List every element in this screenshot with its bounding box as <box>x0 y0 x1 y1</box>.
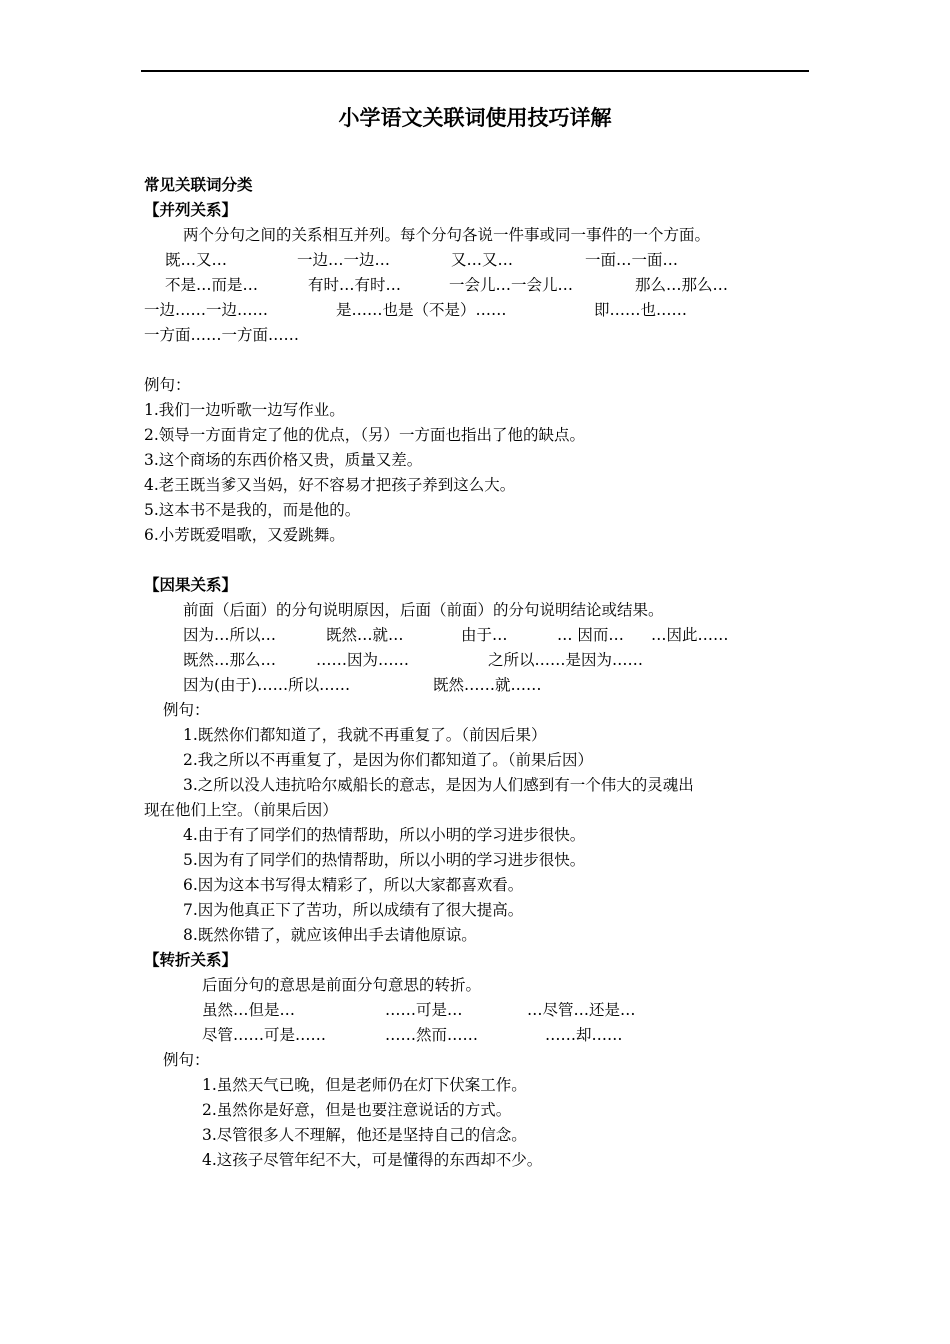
parallel-row-1 <box>144 248 824 273</box>
connective: 因为…所以… <box>183 626 277 644</box>
parallel-row-3 <box>144 298 824 323</box>
example-sentence: 4.这孩子尽管年纪不大，可是懂得的东西却不少。 <box>202 1151 543 1169</box>
example-sentence: 1.我们一边听歌一边写作业。 <box>144 401 345 419</box>
connective: 是……也是（不是）…… <box>336 301 507 319</box>
connective: 一面…一面… <box>585 251 679 269</box>
connective: ……可是… <box>385 1001 463 1019</box>
examples-label: 例句： <box>163 701 210 719</box>
page-title: 小学语文关联词使用技巧详解 <box>338 106 612 130</box>
connective: 尽管……可是…… <box>202 1026 327 1044</box>
example-sentence: 7.因为他真正下了苦功，所以成绩有了很大提高。 <box>183 901 524 919</box>
connective: 既然…就… <box>326 626 404 644</box>
parallel-label: 【并列关系】 <box>144 201 238 219</box>
document-body <box>144 173 824 1173</box>
section-heading: 常见关联词分类 <box>144 176 253 194</box>
adversative-desc: 后面分句的意思是前面分句意思的转折。 <box>202 976 482 994</box>
example-sentence: 2.我之所以不再重复了，是因为你们都知道了。（前果后因） <box>183 751 594 769</box>
example-sentence: 6.小芳既爱唱歌，又爱跳舞。 <box>144 526 345 544</box>
connective: 既然……就…… <box>433 676 542 694</box>
adversative-row-2 <box>144 1023 824 1048</box>
example-sentence: 1.虽然天气已晚，但是老师仍在灯下伏案工作。 <box>202 1076 527 1094</box>
connective: 之所以……是因为…… <box>488 651 644 669</box>
connective: …尽管…还是… <box>527 1001 636 1019</box>
example-sentence: 3.之所以没人违抗哈尔威船长的意志，是因为人们感到有一个伟大的灵魂出 <box>183 776 694 794</box>
connective: 一边…一边… <box>297 251 391 269</box>
causal-row-3 <box>144 673 824 698</box>
causal-row-1 <box>144 623 824 648</box>
example-sentence: 6.因为这本书写得太精彩了，所以大家都喜欢看。 <box>183 876 524 894</box>
causal-desc: 前面（后面）的分句说明原因，后面（前面）的分句说明结论或结果。 <box>183 601 664 619</box>
example-sentence: 2.领导一方面肯定了他的优点，（另）一方面也指出了他的缺点。 <box>144 426 586 444</box>
connective: ……然而…… <box>385 1026 479 1044</box>
connective: 既…又… <box>165 251 228 269</box>
header-rule <box>141 70 809 72</box>
causal-row-2 <box>144 648 824 673</box>
example-sentence: 4.由于有了同学们的热情帮助，所以小明的学习进步很快。 <box>183 826 586 844</box>
connective: 有时…有时… <box>308 276 402 294</box>
connective: ……却…… <box>545 1026 623 1044</box>
connective: 不是…而是… <box>165 276 259 294</box>
connective: 一会儿…一会儿… <box>449 276 574 294</box>
connective: 那么…那么… <box>635 276 729 294</box>
connective: 既然…那么… <box>183 651 277 669</box>
example-sentence: 3.这个商场的东西价格又贵，质量又差。 <box>144 451 423 469</box>
example-sentence: 1.既然你们都知道了，我就不再重复了。（前因后果） <box>183 726 547 744</box>
connective: …因此…… <box>651 626 729 644</box>
connective: 又…又… <box>451 251 514 269</box>
connective: 由于… <box>461 626 508 644</box>
connective: 一边……一边…… <box>144 301 269 319</box>
examples-label: 例句： <box>163 1051 210 1069</box>
connective: 因为(由于)……所以…… <box>183 676 351 694</box>
example-sentence: 5.因为有了同学们的热情帮助，所以小明的学习进步很快。 <box>183 851 586 869</box>
connective: 虽然…但是… <box>202 1001 296 1019</box>
connective: 即……也…… <box>594 301 688 319</box>
parallel-row-2 <box>144 273 824 298</box>
connective: ……因为…… <box>316 651 410 669</box>
example-sentence: 现在他们上空。（前果后因） <box>144 801 338 819</box>
parallel-desc: 两个分句之间的关系相互并列。每个分句各说一件事或同一事件的一个方面。 <box>183 226 711 244</box>
adversative-label: 【转折关系】 <box>144 951 238 969</box>
adversative-row-1 <box>144 998 824 1023</box>
parallel-row-4: 一方面……一方面…… <box>144 326 300 344</box>
causal-label: 【因果关系】 <box>144 576 238 594</box>
examples-label: 例句： <box>144 376 191 394</box>
example-sentence: 4.老王既当爹又当妈，好不容易才把孩子养到这么大。 <box>144 476 516 494</box>
example-sentence: 3.尽管很多人不理解，他还是坚持自己的信念。 <box>202 1126 527 1144</box>
example-sentence: 2.虽然你是好意，但是也要注意说话的方式。 <box>202 1101 512 1119</box>
connective: … 因而… <box>557 626 624 644</box>
example-sentence: 8.既然你错了，就应该伸出手去请他原谅。 <box>183 926 477 944</box>
example-sentence: 5.这本书不是我的，而是他的。 <box>144 501 361 519</box>
